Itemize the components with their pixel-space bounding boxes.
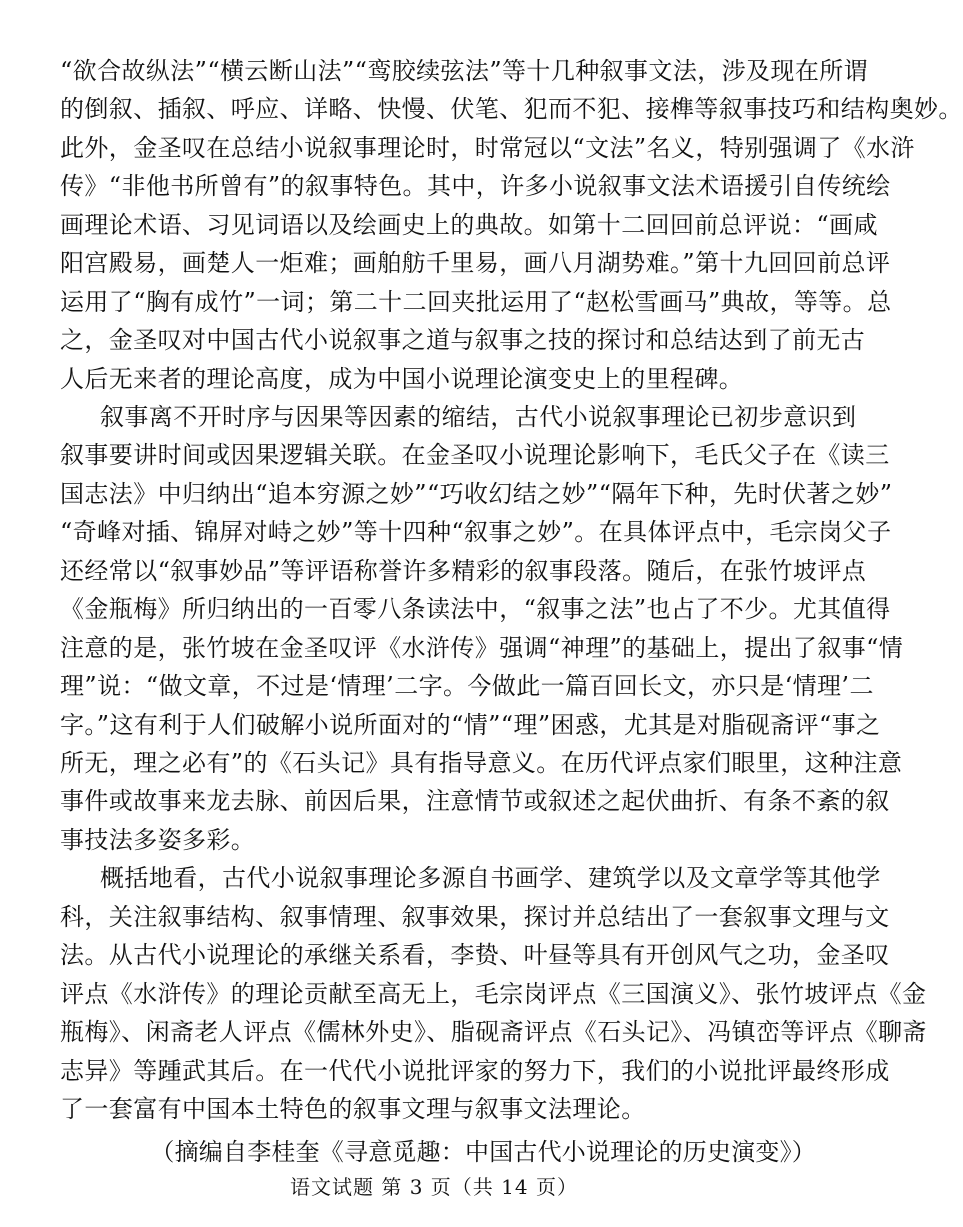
paragraph-3-line: 法。从古代小说理论的承继关系看，李贽、叶昼等具有开创风气之功，金圣叹 <box>60 941 890 970</box>
page-footer: 语文试题 第 3 页（共 14 页） <box>290 1175 578 1199</box>
paragraph-3-line: 科，关注叙事结构、叙事情理、叙事效果，探讨并总结出了一套叙事文理与文 <box>60 902 890 931</box>
paragraph-1-line: 画理论术语、习见词语以及绘画史上的典故。如第十二回回前总评说：“画咸 <box>60 210 878 239</box>
paragraph-2-line: 注意的是，张竹坡在金圣叹评《水浒传》强调“神理”的基础上，提出了叙事“情 <box>60 633 904 662</box>
paragraph-2-line: 叙事要讲时间或因果逻辑关联。在金圣叹小说理论影响下，毛氏父子在《读三 <box>60 441 890 470</box>
paragraph-1-line: 的倒叙、插叙、呼应、详略、快慢、伏笔、犯而不犯、接榫等叙事技巧和结构奥妙。 <box>60 95 963 124</box>
paragraph-2-line: 所无，理之必有”的《石头记》具有指导意义。在历代评点家们眼里，这种注意 <box>60 749 903 777</box>
paragraph-1-line: 阳宫殿易，画楚人一炬难；画舶舫千里易，画八月湖势难。”第十九回回前总评 <box>60 249 891 278</box>
paragraph-2-line: 事技法多姿多彩。 <box>60 825 256 854</box>
paragraph-2-line: 还经常以“叙事妙品”等评语称誉许多精彩的叙事段落。随后，在张竹坡评点 <box>60 556 867 585</box>
paragraph-2-line: 《金瓶梅》所归纳出的一百零八条读法中，“叙事之法”也占了不少。尤其值得 <box>60 595 891 624</box>
paragraph-1-line: 运用了“胸有成竹”一词；第二十二回夹批运用了“赵松雪画马”典故，等等。总 <box>60 287 892 316</box>
paragraph-2-line: “奇峰对插、锦屏对峙之妙”等十四种“叙事之妙”。在具体评点中，毛宗岗父子 <box>60 518 892 547</box>
paragraph-1-line: 传》“非他书所曾有”的叙事特色。其中，许多小说叙事文法术语援引自传统绘 <box>60 172 891 201</box>
paragraph-1-line: “欲合故纵法”“横云断山法”“鸾胶续弦法”等十几种叙事文法，涉及现在所谓 <box>60 57 869 85</box>
paragraph-3-line: 了一套富有中国本土特色的叙事文理与叙事文法理论。 <box>60 1095 646 1123</box>
paragraph-1-line: 人后无来者的理论高度，成为中国小说理论演变史上的里程碑。 <box>60 364 744 393</box>
paragraph-2-line: 国志法》中归纳出“追本穷源之妙”“巧收幻结之妙”“隔年下种，先时伏著之妙” <box>60 479 893 508</box>
paragraph-2-line: 事件或故事来龙去脉、前因后果，注意情节或叙述之起伏曲折、有条不紊的叙 <box>60 787 890 816</box>
paragraph-1-line: 之，金圣叹对中国古代小说叙事之道与叙事之技的探讨和总结达到了前无古 <box>60 326 866 355</box>
paragraph-2-line: 字。”这有利于人们破解小说所面对的“情”“理”困惑，尤其是对脂砚斋评“事之 <box>60 710 881 739</box>
paragraph-3-line: 瓶梅》、闲斋老人评点《儒林外史》、脂砚斋评点《石头记》、冯镇峦等评点《聊斋 <box>60 1018 927 1047</box>
paragraph-2-line: 叙事离不开时序与因果等因素的缩结，古代小说叙事理论已初步意识到 <box>100 403 857 431</box>
paragraph-3-line: 评点《水浒传》的理论贡献至高无上，毛宗岗评点《三国演义》、张竹坡评点《金 <box>60 979 927 1008</box>
paragraph-2-line: 理”说：“做文章，不过是‘情理’二字。今做此一篇百回长文，亦只是‘情理’二 <box>60 672 874 701</box>
paragraph-3-line: 概括地看，古代小说叙事理论多源自书画学、建筑学以及文章学等其他学 <box>100 864 881 893</box>
paragraph-1-line: 此外，金圣叹在总结小说叙事理论时，时常冠以“文法”名义，特别强调了《水浒 <box>60 133 915 162</box>
paragraph-3-line: 志异》等踵武其后。在一代代小说批评家的努力下，我们的小说批评最终形成 <box>60 1056 890 1085</box>
source-citation: （摘编自李桂奎《寻意觅趣：中国古代小说理论的历史演变》） <box>150 1138 816 1167</box>
